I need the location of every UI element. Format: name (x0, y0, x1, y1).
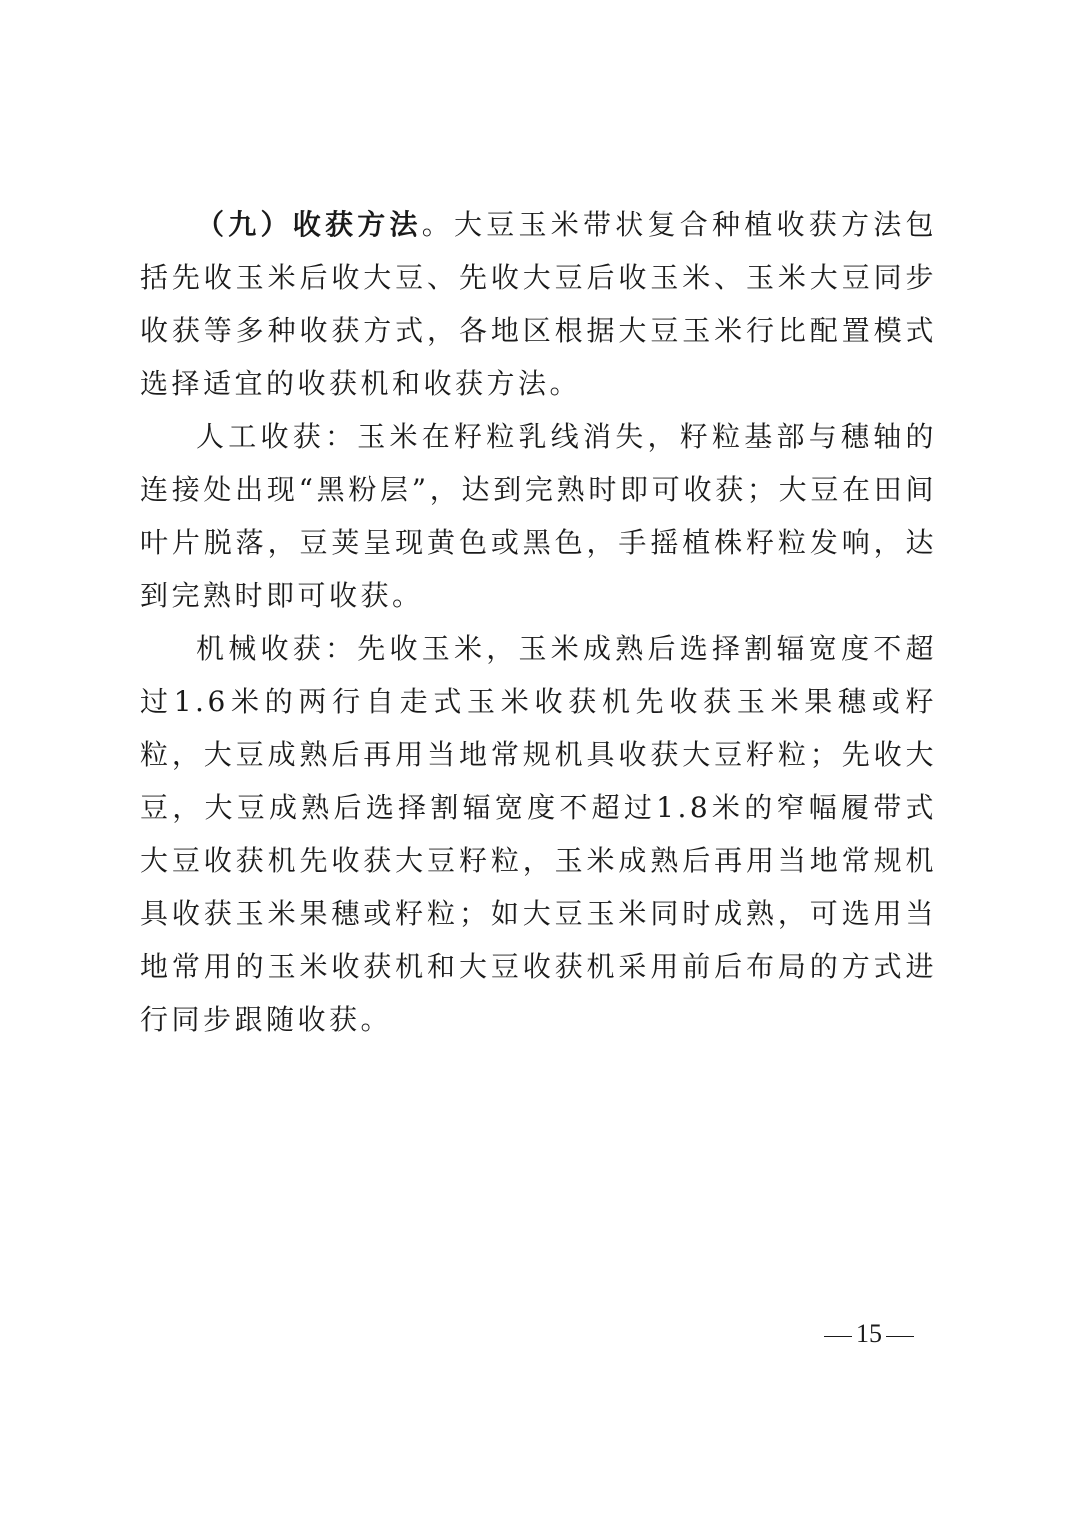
footer-dash-right (886, 1336, 914, 1337)
paragraph-manual-harvest (140, 410, 937, 622)
body-text (140, 198, 937, 1046)
page-footer (820, 1314, 950, 1354)
footer-dash-left (824, 1336, 852, 1337)
section-heading: （九）收获方法 (196, 208, 422, 241)
paragraph-text: 。大豆玉米带状复合种植收获方法包括先收玉米后收大豆、先收大豆后收玉米、玉米大豆同步收获等多种收获方式，各地区根据大豆玉米行比配置模式选择适宜的收获机和收获方法。 (140, 208, 937, 400)
paragraph-text: 机械收获：先收玉米，玉米成熟后选择割辐宽度不超过1.6米的两行自走式玉米收获机先收获玉米果穗或籽粒，大豆成熟后再用当地常规机具收获大豆籽粒；先收大豆，大豆成熟后选择割辐宽度不超过1.8米的窄幅履带式大豆收获机先收获大豆籽粒，玉米成熟后再用当地常规机具收获玉米果穗或籽粒；如大豆玉米同时成熟，可选用当地常用的玉米收获机和大豆收获机采用前后布局的方式进行同步跟随收获。 (140, 632, 937, 1036)
paragraph-text: 人工收获：玉米在籽粒乳线消失，籽粒基部与穗轴的连接处出现“黑粉层”，达到完熟时即可收获；大豆在田间叶片脱落，豆荚呈现黄色或黑色，手摇植株籽粒发响，达到完熟时即可收获。 (140, 420, 937, 612)
page-number: 15 (856, 1319, 882, 1348)
paragraph-mechanical-harvest (140, 622, 937, 1046)
paragraph-harvest-methods (140, 198, 937, 410)
